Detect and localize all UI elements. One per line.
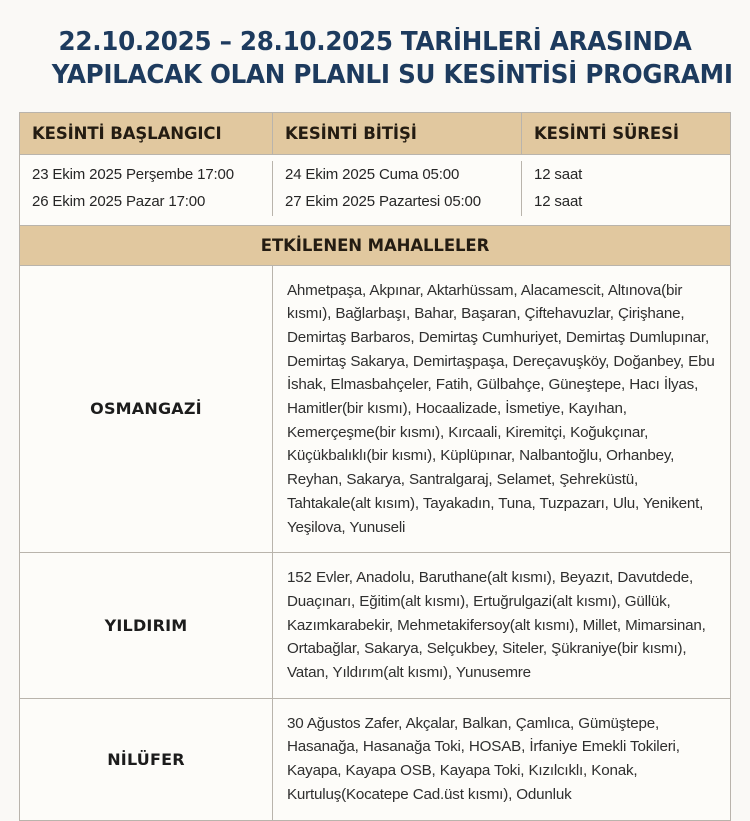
page-title-line-2: YAPILACAK OLAN PLANLI SU KESİNTİSİ PROGRAMI: [51, 60, 733, 91]
table-row: [20, 266, 730, 553]
column-header-start: KESİNTİ BAŞLANGICI: [32, 124, 222, 143]
schedule-start-1: 23 Ekim 2025 Perşembe 17:00: [32, 166, 234, 183]
district-neighborhoods-yildirim: 152 Evler, Anadolu, Baruthane(alt kısmı), Beyazıt, Davutdede, Duaçınarı, Eğitim(alt kısmı), Ertuğrulgazi(alt kısmı), Güllük, Kazımkarabekir, Mehmetakifersoy(alt kısmı), Millet, Mimarsinan, Ortabağlar, Sakarya, Selçukbey, Siteler, Şükraniye(bir kısmı), Vatan, Yıldırım(alt kısmı), Yunusemre: [272, 553, 730, 698]
table-row: [20, 552, 730, 698]
table-header-row: [20, 113, 730, 154]
column-header-end: KESİNTİ BİTİŞİ: [272, 113, 521, 154]
district-name-yildirim: YILDIRIM: [104, 615, 188, 635]
table-row: [20, 698, 730, 820]
schedule-duration-2: 12 saat: [521, 188, 730, 215]
schedule-end-2: 27 Ekim 2025 Pazartesi 05:00: [272, 188, 521, 215]
district-name-nilufer: NİLÜFER: [107, 749, 185, 769]
column-header-duration: KESİNTİ SÜRESİ: [521, 113, 730, 154]
affected-neighborhoods-banner: ETKİLENEN MAHALLELER: [20, 225, 730, 266]
district-neighborhoods-nilufer: 30 Ağustos Zafer, Akçalar, Balkan, Çamlıca, Gümüştepe, Hasanağa, Hasanağa Toki, HOSAB, İrfaniye Emekli Tokileri, Kayapa, Kayapa OSB, Kayapa Toki, Kızılcıklı, Konak, Kurtuluş(Kocatepe Cad.üst kısmı), Odunluk: [272, 699, 730, 820]
page-title-line-1: 22.10.2025 – 28.10.2025 TARİHLERİ ARASINDA: [58, 27, 692, 57]
schedule-end-1: 24 Ekim 2025 Cuma 05:00: [272, 161, 521, 188]
outage-schedule-table: [19, 112, 731, 821]
district-neighborhoods-osmangazi: Ahmetpaşa, Akpınar, Aktarhüssam, Alacamescit, Altınova(bir kısmı), Bağlarbaşı, Bahar, Başaran, Çiftehavuzlar, Çirişhane, Demirtaş Barbaros, Demirtaş Cumhuriyet, Demirtaş Dumlupınar, Demirtaş Sakarya, Demirtaşpaşa, Dereçavuşköy, Doğanbey, Ebu İshak, Elmasbahçeler, Fatih, Gülbahçe, Güneştepe, Hacı İlyas, Hamitler(bir kısmı), Hocaalizade, İsmetiye, Kayıhan, Kemerçeşme(bir kısmı), Kırcaali, Kiremitçi, Koğukçınar, Küçükbalıklı(bir kısmı), Küplüpınar, Nalbantoğlu, Orhanbey, Reyhan, Sakarya, Santralgaraj, Selamet, Şehreküstü, Tahtakale(alt kısım), Tayakadın, Tuna, Tuzpazarı, Ulu, Yenikent, Yeşilova, Yunuseli: [272, 266, 730, 553]
schedule-duration-1: 12 saat: [521, 161, 730, 188]
schedule-start-2: 26 Ekim 2025 Pazar 17:00: [32, 193, 206, 211]
page-title: [0, 0, 750, 92]
district-name-osmangazi: OSMANGAZİ: [90, 399, 202, 419]
table-row: [20, 161, 730, 188]
table-row: [20, 188, 730, 215]
schedule-rows-group: [20, 154, 730, 225]
